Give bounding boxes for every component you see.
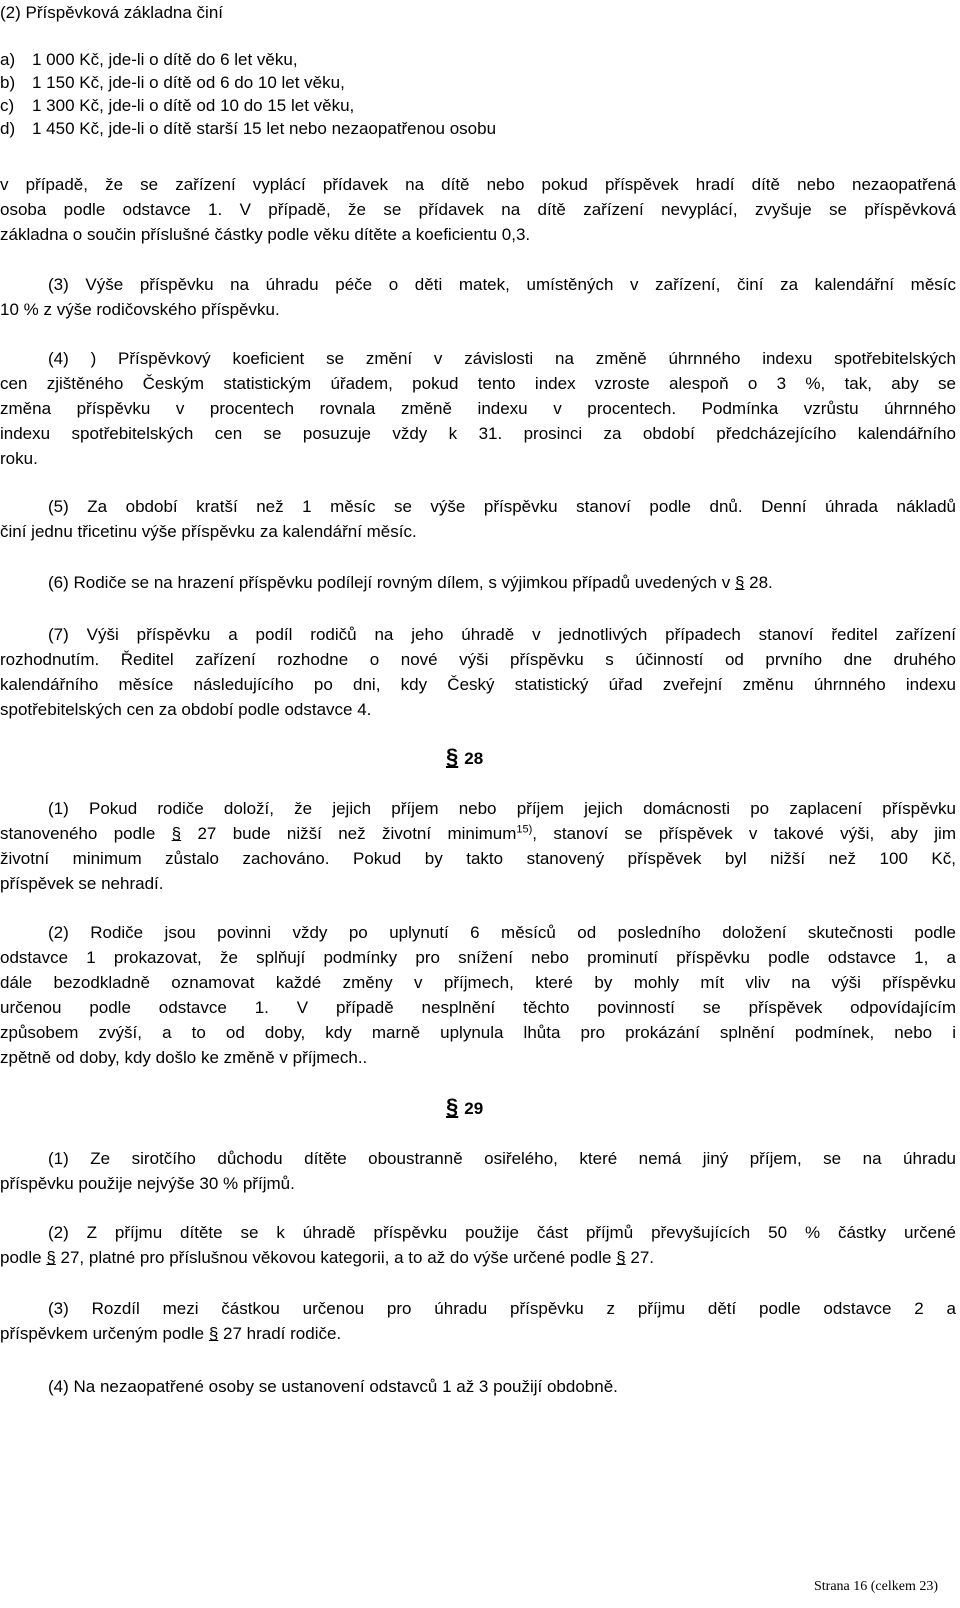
section-heading-29: § 29 [446,1094,484,1119]
paragraph-5: (5) Za období kratší než 1 měsíc se výše příspěvku stanoví podle dnů. Denní úhrada nákladů činí jednu třicetinu výše příspěvku za kalendářní měsíc. [0,497,956,541]
list-item: c) 1 300 Kč, jde-li o dítě od 10 do 15 let věku, [0,96,355,115]
heading-prispevkova-zakladna: (2) Příspěvková základna činí [0,3,223,22]
section-sign-icon: § [616,1248,626,1267]
section-29-paragraph-4: (4) Na nezaopatřené osoby se ustanovení odstavců 1 až 3 použijí obdobně. [48,1377,618,1396]
list-item: d) 1 450 Kč, jde-li o dítě starší 15 let nebo nezaopatřenou osobu [0,119,497,138]
footnote-marker: 15) [516,823,533,836]
section-29-paragraph-2: (2) Z příjmu dítěte se k úhradě příspěvku použije část příjmů převyšujících 50 % částky určené podle § 27, platné pro příslušnou věkovou kategorii, a to až do výše určené podle § 27. [0,1223,956,1267]
page-number: Strana 16 (celkem 23) [813,1579,938,1594]
amount-list [0,48,496,140]
section-sign-icon: § [734,573,745,592]
paragraph-3: (3) Výše příspěvku na úhradu péče o děti matek, umístěných v zařízení, činí za kalendářní měsíc 10 % z výše rodičovského příspěvku. [0,275,956,319]
section-29-paragraph-3: (3) Rozdíl mezi částkou určenou pro úhradu příspěvku z příjmu dětí podle odstavce 2 a příspěvkem určeným podle § 27 hradí rodiče. [0,1299,956,1343]
paragraph-v-pripade: v případě, že se zařízení vyplácí přídavek na dítě nebo pokud příspěvek hradí dítě nebo nezaopatřená osoba podle odstavce 1. V případě, že se přídavek na dítě zařízení nevyplácí, zvyšuje se příspěvková základna o součin příslušné částky podle věku dítěte a koeficientu 0,3. [0,175,956,244]
section-29-paragraph-1: (1) Ze sirotčího důchodu dítěte oboustranně osiřelého, které nemá jiný příjem, se na úhradu příspěvku použije nejvýše 30 % příjmů. [0,1149,956,1193]
section-28-paragraph-1: (1) Pokud rodiče doloží, že jejich příjem nebo příjem jejich domácnosti po zaplacení příspěvku stanoveného podle § 27 bude nižší než životní minimum$^{15)}$, stanoví se příspěvek v takové výši, aby jim životní minimum zůstalo zachováno. Pokud by takto stanovený příspěvek byl nižší než 100 Kč, příspěvek se nehradí. [0,799,956,893]
section-sign-icon: § [46,1248,56,1267]
section-heading-28: § 28 [446,744,484,769]
section-sign-icon: § [446,744,459,769]
paragraph-4: (4) ) Příspěvkový koeficient se změní v závislosti na změně úhrnného indexu spotřebitelských cen zjištěného Českým statistickým úřadem, pokud tento index vzroste alespoň o 3 %, tak, aby se změna příspěvku v procentech rovnala změně indexu v procentech. Podmínka vzrůstu úhrnného indexu spotřebitelských cen se posuzuje vždy k 31. prosinci za období předcházejícího kalendářního roku. [0,349,956,468]
section-sign-icon: § [171,824,182,843]
paragraph-6: (6) Rodiče se na hrazení příspěvku podílejí rovným dílem, s výjimkou případů uvedených v § 28. [48,573,773,592]
list-item: b) 1 150 Kč, jde-li o dítě od 6 do 10 let věku, [0,73,345,92]
section-sign-icon: § [446,1094,459,1119]
section-sign-icon: § [208,1324,219,1343]
section-28-paragraph-2: (2) Rodiče jsou povinni vždy po uplynutí 6 měsíců od posledního doložení skutečnosti podle odstavce 1 prokazovat, že splňují podmínky pro snížení nebo prominutí příspěvku podle odstavce 1, a dále bezodkladně oznamovat každé změny v příjmech, které by mohly mít vliv na výši příspěvku určenou podle odstavce 1. V případě nesplnění těchto povinností se příspěvek odpovídajícím způsobem zvýší, a to od doby, kdy marně uplynula lhůta pro prokázání splnění podmínek, nebo i zpětně od doby, kdy došlo ke změně v příjmech.. [0,923,956,1067]
paragraph-7: (7) Výši příspěvku a podíl rodičů na jeho úhradě v jednotlivých případech stanoví ředitel zařízení rozhodnutím. Ředitel zařízení rozhodne o nové výši příspěvku s účinností od prvního dne druhého kalendářního měsíce následujícího po dni, kdy Český statistický úřad zveřejní změnu úhrnného indexu spotřebitelských cen za období podle odstavce 4. [0,625,956,719]
list-item: a) 1 000 Kč, jde-li o dítě do 6 let věku, [0,50,298,69]
